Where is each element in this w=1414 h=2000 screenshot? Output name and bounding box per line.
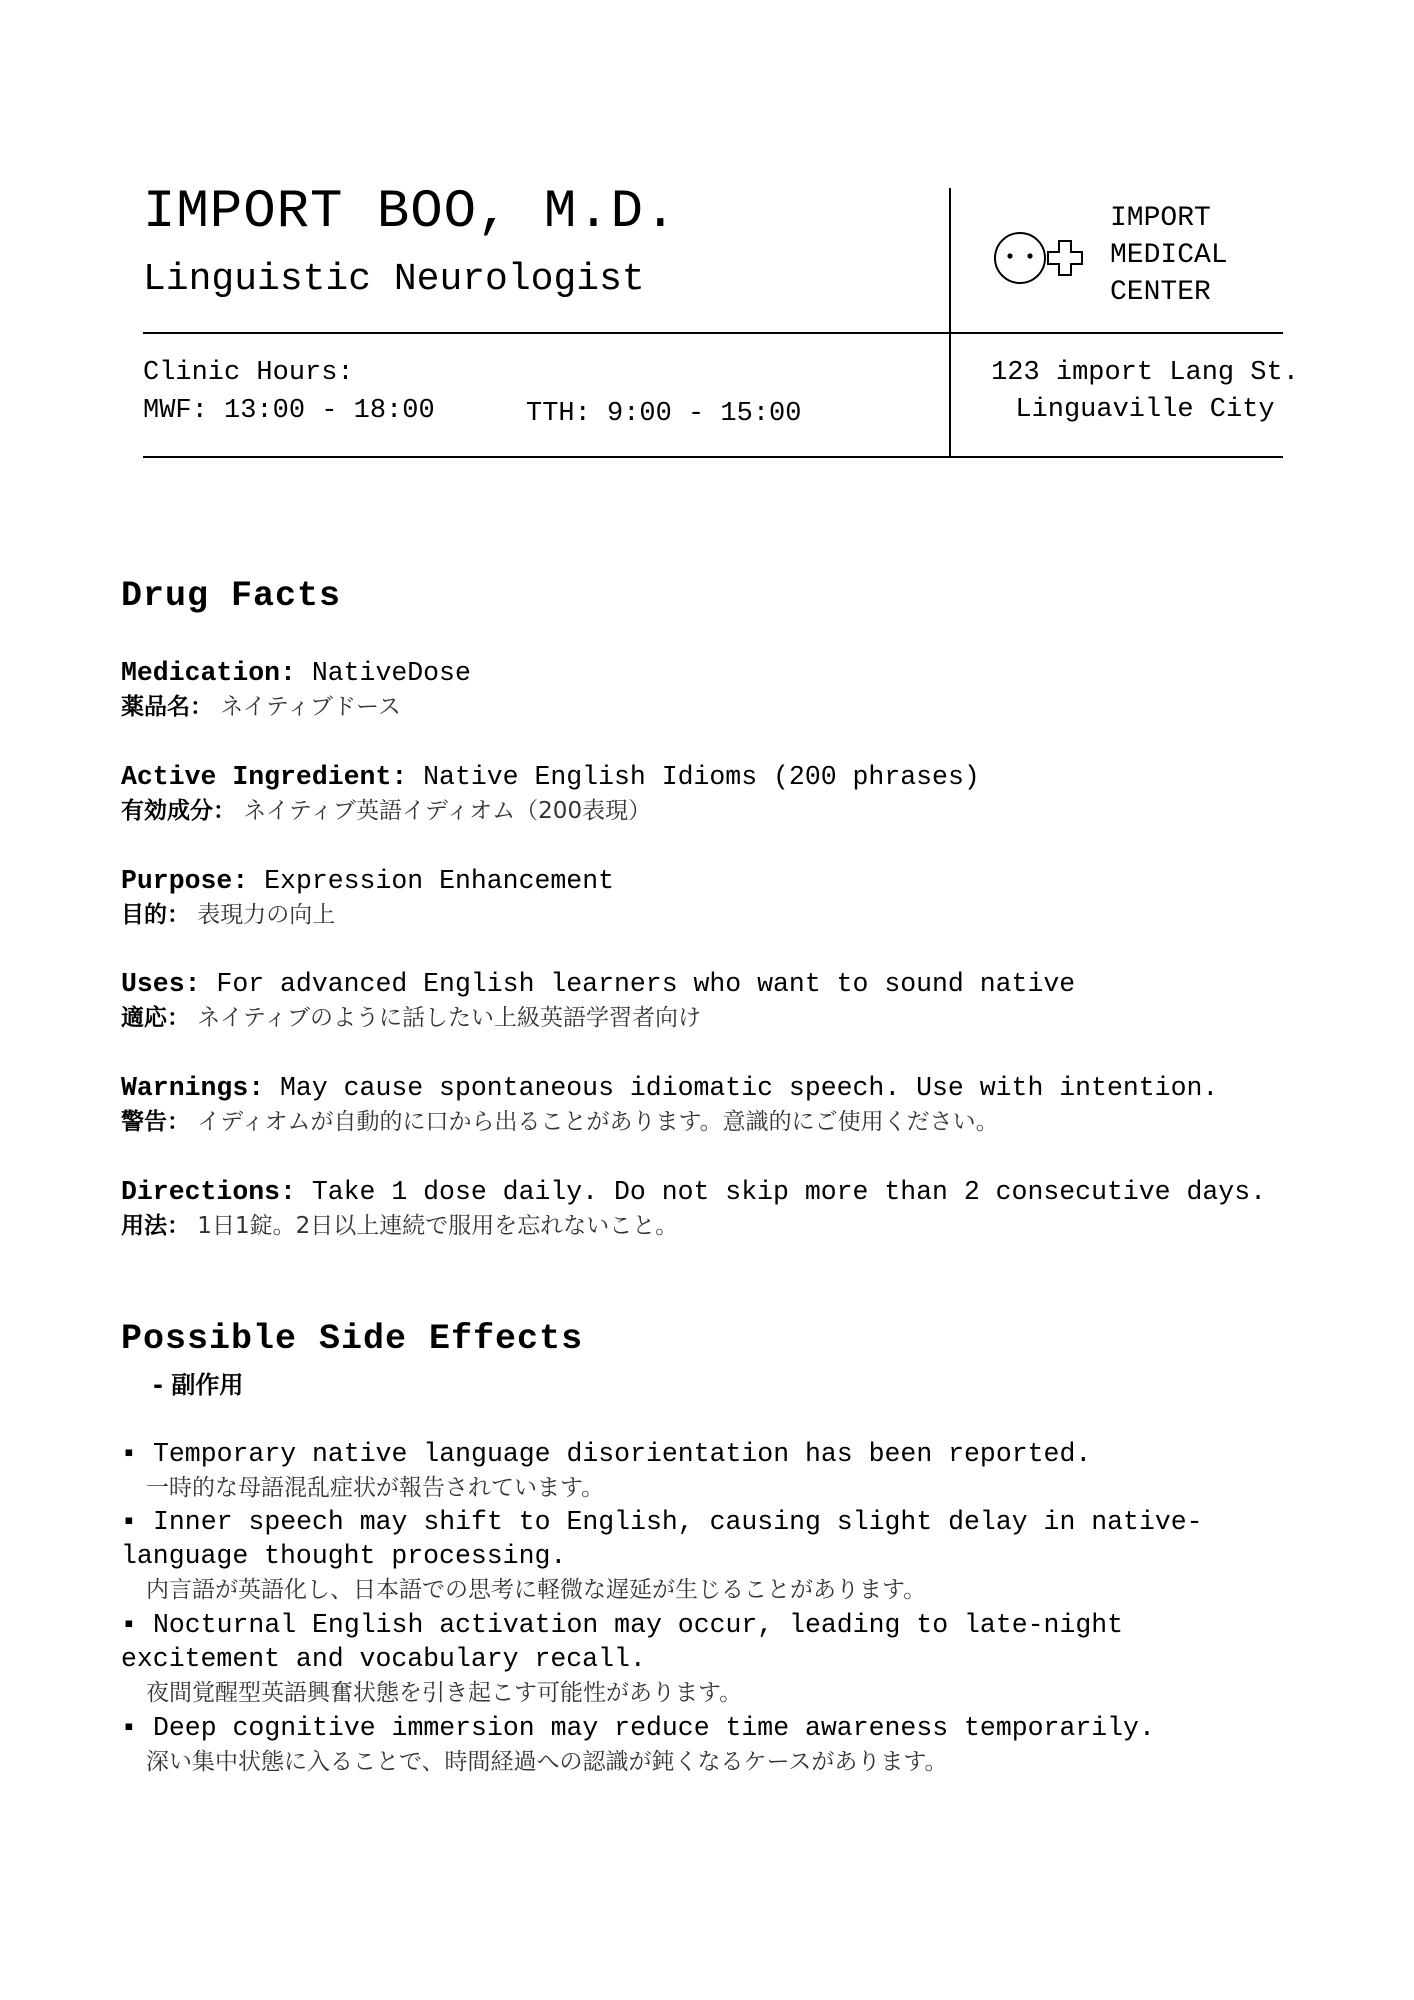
clinic-hours-tth: TTH: 9:00 - 15:00: [526, 399, 802, 429]
bullet-icon: ▪: [121, 1439, 137, 1469]
fact-ja-value: ネイティブドース: [213, 694, 401, 720]
side-effect-en-line: ▪ Temporary native language disorientation has been reported.: [121, 1439, 1092, 1469]
header-divider-bottom: [143, 456, 1283, 458]
side-effect-item: [121, 1711, 1371, 1779]
fact-en-line: [121, 656, 1361, 690]
fact-label: Active Ingredient:: [121, 762, 408, 792]
fact-value: For advanced English learners who want to sound native: [200, 969, 1076, 999]
side-effect-en-line: excitement and vocabulary recall.: [121, 1644, 646, 1674]
fact-ja-label: 警告：: [121, 1109, 190, 1135]
center-name-line: CENTER: [1110, 277, 1211, 308]
fact-medication: [121, 656, 1361, 724]
fact-ja-label: 有効成分：: [121, 798, 236, 824]
fact-directions: [121, 1175, 1361, 1243]
side-effect-en-line: ▪ Deep cognitive immersion may reduce time awareness temporarily.: [121, 1713, 1155, 1743]
address-line: 123 import Lang St.: [991, 358, 1299, 388]
clinic-hours-label: Clinic Hours:: [143, 358, 354, 388]
fact-ja-line: [121, 1105, 1361, 1139]
doctor-name: IMPORT BOO, M.D.: [143, 182, 678, 243]
clinic-hours-mwf: MWF: 13:00 - 18:00: [143, 396, 435, 426]
fact-ja-line: [121, 898, 1361, 932]
clinic-address: [985, 355, 1305, 429]
fact-ja-label: 適応：: [121, 1005, 190, 1031]
side-effect-ja-line: 深い集中状態に入ることで、時間経過への認識が鈍くなるケースがあります。: [146, 1749, 948, 1775]
fact-value: Take 1 dose daily. Do not skip more than 2 consecutive days.: [295, 1177, 1266, 1207]
fact-purpose: [121, 864, 1361, 932]
fact-en-line: [121, 1071, 1361, 1105]
side-effect-ja-line: 内言語が英語化し、日本語での思考に軽微な遅延が生じることがあります。: [146, 1577, 927, 1603]
header-divider-top: [143, 332, 1283, 334]
side-effect-ja-line: 夜間覚醒型英語興奮状態を引き起こす可能性があります。: [146, 1680, 743, 1706]
fact-label: Uses:: [121, 969, 201, 999]
side-effects-heading: Possible Side Effects: [121, 1319, 584, 1359]
drug-facts-heading: Drug Facts: [121, 576, 342, 616]
fact-label: Warnings:: [121, 1073, 265, 1103]
side-effects-subtitle: - 副作用: [153, 1371, 244, 1399]
side-effect-item: [121, 1608, 1371, 1710]
fact-ja-value: 表現力の向上: [190, 902, 336, 928]
fact-en-line: [121, 864, 1361, 898]
fact-ja-line: [121, 690, 1361, 724]
fact-warnings: [121, 1071, 1361, 1139]
side-effect-ja-line: 一時的な母語混乱症状が報告されています。: [146, 1475, 605, 1501]
fact-ja-label: 用法：: [121, 1213, 190, 1239]
fact-ja-line: [121, 794, 1361, 828]
fact-uses: [121, 967, 1361, 1035]
fact-ja-value: 1日1錠。2日以上連続で服用を忘れないこと。: [190, 1213, 679, 1239]
fact-ja-value: イディオムが自動的に口から出ることがあります。意識的にご使用ください。: [190, 1109, 999, 1135]
fact-ja-label: 目的：: [121, 902, 190, 928]
fact-en-line: [121, 1175, 1361, 1209]
fact-en-line: [121, 760, 1361, 794]
doctor-title: Linguistic Neurologist: [143, 258, 645, 301]
fact-ja-value: ネイティブのように話したい上級英語学習者向け: [190, 1005, 702, 1031]
center-name-line: IMPORT: [1110, 203, 1211, 234]
fact-ja-line: [121, 1209, 1361, 1243]
bullet-icon: ▪: [121, 1610, 137, 1640]
address-line: Linguaville City: [1015, 395, 1275, 425]
side-effect-en-line: ▪ Inner speech may shift to English, causing slight delay in native-: [121, 1507, 1203, 1537]
side-effect-item: [121, 1505, 1371, 1607]
fact-value: Expression Enhancement: [248, 866, 614, 896]
fact-active-ingredient: [121, 760, 1361, 828]
fact-ja-line: [121, 1001, 1361, 1035]
fact-label: Directions:: [121, 1177, 296, 1207]
fact-label: Purpose:: [121, 866, 249, 896]
bullet-icon: ▪: [121, 1713, 137, 1743]
header-vertical-divider: [949, 188, 951, 458]
fact-value: May cause spontaneous idiomatic speech. Use with intention.: [264, 1073, 1219, 1103]
fact-value: NativeDose: [295, 658, 471, 688]
fact-value: Native English Idioms (200 phrases): [407, 762, 980, 792]
bullet-icon: ▪: [121, 1507, 137, 1537]
fact-ja-label: 薬品名：: [121, 694, 213, 720]
smiley-cross-logo-icon: [993, 229, 1093, 287]
fact-label: Medication:: [121, 658, 296, 688]
center-name-line: MEDICAL: [1110, 240, 1228, 271]
side-effect-item: [121, 1437, 1371, 1505]
fact-ja-value: ネイティブ英語イディオム（200表現）: [236, 798, 652, 824]
medical-center-name: [1110, 200, 1250, 311]
side-effect-en-line: language thought processing.: [121, 1541, 567, 1571]
side-effect-en-line: ▪ Nocturnal English activation may occur, leading to late-night: [121, 1610, 1124, 1640]
fact-en-line: [121, 967, 1361, 1001]
